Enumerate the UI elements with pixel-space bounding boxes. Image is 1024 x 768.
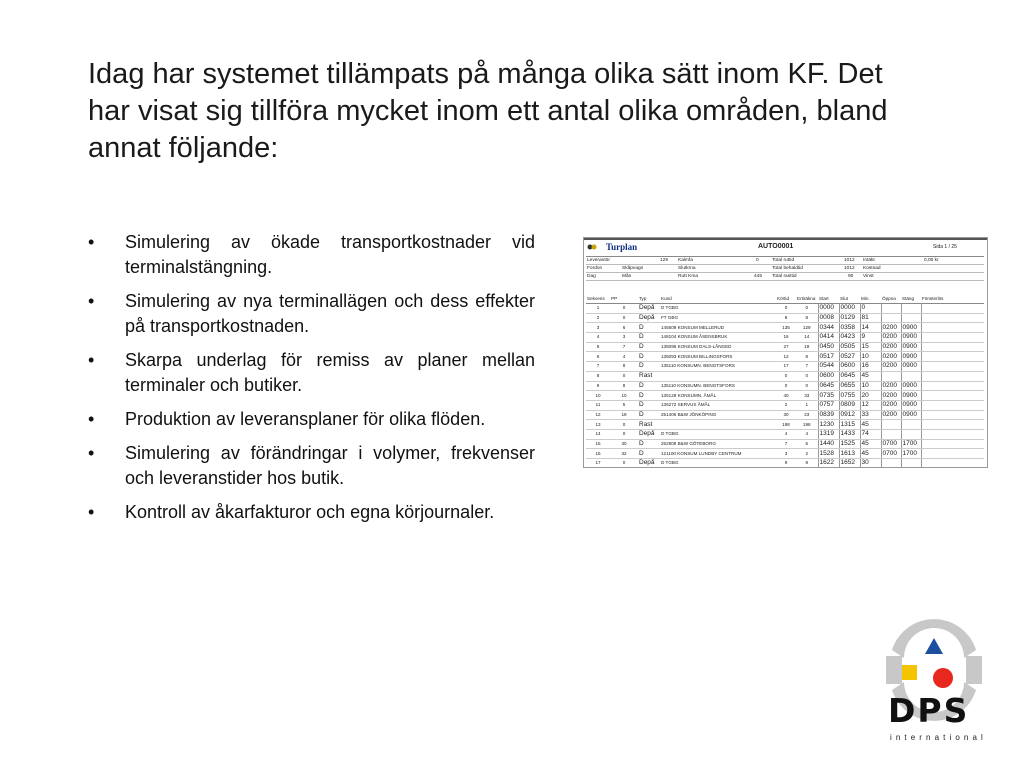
bullet-text: Simulering av nya terminallägen och dess effekter på transportkostnaden. (125, 291, 535, 336)
table-cell: 45 (860, 439, 881, 449)
table-cell: 0900 (901, 400, 921, 410)
table-cell: 12 (776, 352, 796, 362)
table-cell: 0757 (818, 400, 839, 410)
bullet-item (88, 348, 535, 398)
table-cell (901, 371, 921, 381)
table-cell: 5 (796, 439, 818, 449)
table-cell (881, 304, 901, 314)
table-row (586, 410, 984, 420)
table-cell: 15 (586, 439, 610, 449)
table-cell: 0839 (818, 410, 839, 420)
table-cell: 0 (796, 304, 818, 314)
table-cell: D (638, 323, 660, 333)
table-cell: 0809 (839, 400, 860, 410)
table-cell: D (638, 439, 660, 449)
table-cell: 0200 (881, 352, 901, 362)
bullet-item (88, 500, 535, 525)
table-cell: 16 (586, 449, 610, 459)
table-cell: 8 (796, 313, 818, 323)
table-cell: 2 (586, 313, 610, 323)
table-row (586, 391, 984, 401)
table-cell: 17 (586, 459, 610, 469)
table-cell: 1700 (901, 449, 921, 459)
bullet-item (88, 407, 535, 432)
table-cell: 0 (610, 459, 638, 469)
table-cell: 0 (610, 313, 638, 323)
table-cell: Depå (638, 459, 660, 469)
table-cell: 0735 (818, 391, 839, 401)
summary-value: 1012 (844, 258, 855, 263)
table-cell (921, 381, 984, 391)
summary-label: Rutt Kma (678, 274, 698, 279)
summary-label: Kalmfa (678, 258, 693, 263)
table-cell (660, 371, 776, 381)
table-cell: 135110 KONSUMN. BENGTSFORS (660, 362, 776, 372)
bullet-item (88, 289, 535, 339)
summary-label: Total rasttid (772, 274, 797, 279)
table-cell: 4 (586, 333, 610, 343)
table-cell: 7 (586, 362, 610, 372)
table-cell: 198 (776, 420, 796, 430)
table-row (586, 362, 984, 372)
table-cell: 17 (776, 362, 796, 372)
table-cell (881, 459, 901, 469)
table-cell: 33 (796, 391, 818, 401)
summary-label: Kostnad (863, 266, 881, 271)
table-cell (901, 313, 921, 323)
table-cell: 45 (860, 449, 881, 459)
table-cell: 0 (776, 304, 796, 314)
table-cell: 0450 (818, 342, 839, 352)
table-cell: 0527 (839, 352, 860, 362)
table-cell: Depå (638, 429, 660, 439)
table-cell: 12 (860, 400, 881, 410)
table-cell (921, 449, 984, 459)
table-cell: 0200 (881, 342, 901, 352)
table-cell: 3 (776, 449, 796, 459)
column-header: Fönsterlös (921, 293, 984, 304)
table-cell (901, 459, 921, 469)
summary-value: 445 (754, 274, 763, 279)
table-cell: 2 (796, 449, 818, 459)
table-cell: 0000 (818, 304, 839, 314)
bullet-item (88, 230, 535, 280)
summary-value: 0 (756, 258, 759, 263)
table-cell: Rast (638, 371, 660, 381)
table-cell: D (638, 362, 660, 372)
table-cell: 9 (860, 333, 881, 343)
table-cell: 8 (796, 459, 818, 469)
table-cell: 74 (860, 429, 881, 439)
table-cell: 0900 (901, 352, 921, 362)
table-cell: 0 (610, 304, 638, 314)
table-cell: D (638, 342, 660, 352)
summary-row (586, 273, 984, 281)
table-cell: 1230 (818, 420, 839, 430)
table-cell: 9 (776, 459, 796, 469)
report-id: AUTO0001 (758, 243, 794, 250)
table-cell: 20 (860, 391, 881, 401)
bullet-text: Produktion av leveransplaner för olika flöden. (125, 409, 486, 429)
table-cell (921, 400, 984, 410)
column-header: Körtid (776, 293, 796, 304)
summary-label: Leverantör (587, 258, 610, 263)
table-cell (921, 352, 984, 362)
bullet-text: Kontroll av åkarfakturor och egna körjournaler. (125, 502, 495, 522)
table-cell: 33 (860, 410, 881, 420)
table-row (586, 352, 984, 362)
table-cell: 8 (776, 313, 796, 323)
table-cell: 145609 KONSUM MELLERUD (660, 323, 776, 333)
table-cell: 0900 (901, 381, 921, 391)
table-cell: 0200 (881, 391, 901, 401)
table-cell: 5 (586, 342, 610, 352)
table-cell (921, 391, 984, 401)
table-cell: 1433 (839, 429, 860, 439)
table-cell: 129 (796, 323, 818, 333)
column-header: Kund (660, 293, 776, 304)
summary-row (586, 257, 984, 265)
table-cell (921, 420, 984, 430)
bullet-item (88, 441, 535, 491)
table-cell: 0655 (839, 381, 860, 391)
table-cell: Depå (638, 304, 660, 314)
table-cell: 14 (796, 333, 818, 343)
bullet-icon: • (88, 409, 95, 429)
table-cell: 81 (860, 313, 881, 323)
summary-label: Total behaldtid (772, 266, 803, 271)
table-cell (881, 420, 901, 430)
column-header: Min. (860, 293, 881, 304)
summary-value: 0,00 kr (924, 258, 939, 263)
table-cell: 30 (776, 410, 796, 420)
table-cell: 13 (586, 420, 610, 430)
table-cell: 11 (586, 400, 610, 410)
table-cell: 8 (610, 381, 638, 391)
table-cell: 0414 (818, 333, 839, 343)
table-cell: 0200 (881, 410, 901, 420)
table-cell: 4 (776, 429, 796, 439)
dps-logo-text: DPS (888, 691, 970, 730)
column-header: Slut (839, 293, 860, 304)
table-cell: 27 (776, 342, 796, 352)
table-cell (881, 429, 901, 439)
table-row (586, 342, 984, 352)
table-cell: 135 (776, 323, 796, 333)
bullet-text: Skarpa underlag för remiss av planer mellan terminaler och butiker. (125, 350, 535, 395)
table-cell: 40 (776, 391, 796, 401)
triangle-icon (925, 638, 943, 654)
bullet-icon: • (88, 350, 95, 370)
table-cell: 0200 (881, 333, 901, 343)
table-cell: 7 (776, 439, 796, 449)
column-header: Öppna (881, 293, 901, 304)
report-top-rule (584, 238, 987, 240)
table-cell: D (638, 400, 660, 410)
square-icon (902, 665, 917, 680)
table-cell: 135110 KONSUMN. BENGTSFORS (660, 381, 776, 391)
table-cell: 2 (776, 400, 796, 410)
table-cell: 0600 (839, 362, 860, 372)
table-cell: 14 (860, 323, 881, 333)
table-cell: D TGBG (660, 429, 776, 439)
table-cell: D TGBG (660, 304, 776, 314)
table-cell: 45 (860, 371, 881, 381)
table-cell: 0358 (839, 323, 860, 333)
table-cell (921, 342, 984, 352)
table-cell: 14 (586, 429, 610, 439)
table-cell: 6 (610, 323, 638, 333)
table-cell (921, 304, 984, 314)
table-cell: 0200 (881, 323, 901, 333)
table-cell: 135272 SERVUS ÅMÅL (660, 400, 776, 410)
table-row (586, 439, 984, 449)
report-title: Turplan (606, 242, 638, 252)
table-cell: FT GBG (660, 313, 776, 323)
bullet-text: Simulering av ökade transportkostnader vid terminalstängning. (125, 232, 535, 277)
table-cell: 1319 (818, 429, 839, 439)
table-cell: 198 (796, 420, 818, 430)
table-cell (901, 420, 921, 430)
table-cell: D (638, 410, 660, 420)
table-cell: 4 (610, 352, 638, 362)
table-cell: 121100 KONSUM LUNDBY CENTRUM (660, 449, 776, 459)
table-cell: 0 (610, 420, 638, 430)
table-cell: 1525 (839, 439, 860, 449)
table-cell: D (638, 391, 660, 401)
table-cell: 8 (796, 352, 818, 362)
table-cell: 1652 (839, 459, 860, 469)
table-row (586, 420, 984, 430)
table-cell: 0200 (881, 381, 901, 391)
summary-label: Vinst (863, 274, 874, 279)
table-cell: 8 (586, 371, 610, 381)
table-cell (921, 313, 984, 323)
table-cell (921, 333, 984, 343)
bullet-text: Simulering av förändringar i volymer, frekvenser och leveranstider hos butik. (125, 443, 535, 488)
table-cell (881, 371, 901, 381)
dps-logo-subtitle: international (890, 733, 987, 742)
table-cell: 16 (776, 333, 796, 343)
table-row (586, 313, 984, 323)
table-cell: 4 (796, 429, 818, 439)
summary-value: Skåpvagn (622, 266, 644, 271)
table-body (586, 304, 984, 469)
column-header: Sekvens (586, 293, 610, 304)
table-cell: 0 (860, 304, 881, 314)
table-row (586, 429, 984, 439)
table-cell: Rast (638, 420, 660, 430)
circle-icon (933, 668, 953, 688)
table-cell: 0755 (839, 391, 860, 401)
table-cell (901, 429, 921, 439)
table-cell: 0645 (839, 371, 860, 381)
summary-value: 90 (848, 274, 854, 279)
table-cell: 0900 (901, 391, 921, 401)
summary-row (586, 265, 984, 273)
table-cell: 30 (610, 439, 638, 449)
table-cell: 0900 (901, 410, 921, 420)
table-cell (660, 420, 776, 430)
table-cell: 0 (796, 381, 818, 391)
table-cell: 7 (610, 342, 638, 352)
table-cell: D (638, 449, 660, 459)
table-cell: 10 (610, 391, 638, 401)
table-cell (921, 459, 984, 469)
table-cell: 0000 (839, 304, 860, 314)
table-cell: 1315 (839, 420, 860, 430)
table-cell: 0008 (818, 313, 839, 323)
table-cell (901, 304, 921, 314)
table-cell (921, 362, 984, 372)
table-cell: 135095 KONSUM DALS-LÅNGED (660, 342, 776, 352)
table-cell: 0645 (818, 381, 839, 391)
route-stops-table (586, 293, 984, 468)
summary-label: Intäkt (863, 258, 875, 263)
summary-label: Fordon (587, 266, 603, 271)
bullet-icon: • (88, 232, 95, 252)
table-cell: 0344 (818, 323, 839, 333)
table-header-row (586, 293, 984, 304)
table-cell: 135093 KONSUM BILLINGSFORS (660, 352, 776, 362)
column-header: PP (610, 293, 638, 304)
table-row (586, 371, 984, 381)
table-cell: 0423 (839, 333, 860, 343)
table-cell: 0700 (881, 449, 901, 459)
table-cell: 135128 KONSUMN. ÅMÅL (660, 391, 776, 401)
table-cell: 1528 (818, 449, 839, 459)
table-cell: 148104 KONSUM ÅSENSBRUK (660, 333, 776, 343)
summary-label: Slutkrna (678, 266, 696, 271)
table-cell: 10 (586, 391, 610, 401)
table-cell: 6 (586, 352, 610, 362)
table-cell: 9 (586, 381, 610, 391)
column-header: Ertiräkna (796, 293, 818, 304)
table-cell: 10 (860, 381, 881, 391)
table-cell: 0 (610, 429, 638, 439)
report-summary (586, 256, 984, 281)
route-plan-report (583, 237, 988, 468)
table-row (586, 304, 984, 314)
column-header: Typ (638, 293, 660, 304)
table-cell: 18 (610, 410, 638, 420)
table-row (586, 449, 984, 459)
report-page-number: Sida 1 / 25 (933, 244, 957, 250)
table-cell (921, 323, 984, 333)
summary-label: Dag (587, 274, 596, 279)
table-cell: 30 (860, 459, 881, 469)
table-cell: 1 (586, 304, 610, 314)
table-cell: 1613 (839, 449, 860, 459)
table-cell: 0544 (818, 362, 839, 372)
table-cell: 3 (610, 333, 638, 343)
table-cell: 0517 (818, 352, 839, 362)
table-cell (921, 371, 984, 381)
table-cell: 0600 (818, 371, 839, 381)
table-cell: 0900 (901, 323, 921, 333)
bullet-icon: • (88, 502, 95, 522)
table-row (586, 333, 984, 343)
table-row (586, 381, 984, 391)
table-cell: 0 (776, 371, 796, 381)
summary-value: 1012 (844, 266, 855, 271)
table-cell: D TGBG (660, 459, 776, 469)
table-cell: 7 (796, 362, 818, 372)
report-logo-icon (587, 243, 597, 251)
slide-title: Idag har systemet tillämpats på många olika sätt inom KF. Det har visat sig tillföra mycket inom ett antal olika områden, bland annat följande: (88, 58, 888, 164)
table-cell: 32 (610, 449, 638, 459)
table-cell: 1622 (818, 459, 839, 469)
table-cell: 0 (610, 371, 638, 381)
bullet-icon: • (88, 291, 95, 311)
table-cell: 10 (860, 352, 881, 362)
table-cell: Depå (638, 313, 660, 323)
bullet-icon: • (88, 443, 95, 463)
table-cell: 15 (860, 342, 881, 352)
table-cell: 23 (796, 410, 818, 420)
table-cell (921, 439, 984, 449)
table-cell: 0 (776, 381, 796, 391)
table-cell: 8 (610, 362, 638, 372)
table-cell: 0900 (901, 362, 921, 372)
table-cell: 251406 B&W JÖNKÖPING (660, 410, 776, 420)
table-cell: 0900 (901, 342, 921, 352)
table-cell: 1 (796, 400, 818, 410)
summary-label: Total ruttid (772, 258, 795, 263)
table-row (586, 323, 984, 333)
table-cell: 16 (860, 362, 881, 372)
table-cell: D (638, 333, 660, 343)
summary-value: 129 (660, 258, 669, 263)
table-cell: 1700 (901, 439, 921, 449)
table-cell: D (638, 352, 660, 362)
table-cell: 0129 (839, 313, 860, 323)
table-cell: 0912 (839, 410, 860, 420)
table-cell: 0505 (839, 342, 860, 352)
table-cell (921, 410, 984, 420)
summary-value: Mån (622, 274, 632, 279)
column-header: Stäng (901, 293, 921, 304)
table-cell: 0200 (881, 362, 901, 372)
table-cell: 5 (610, 400, 638, 410)
table-cell (881, 313, 901, 323)
table-row (586, 400, 984, 410)
table-cell: 0700 (881, 439, 901, 449)
table-cell: 0 (796, 371, 818, 381)
column-header: Start (818, 293, 839, 304)
table-cell: 0900 (901, 333, 921, 343)
table-cell: 19 (796, 342, 818, 352)
table-cell: 12 (586, 410, 610, 420)
table-cell: 3 (586, 323, 610, 333)
table-cell: D (638, 381, 660, 391)
table-row (586, 459, 984, 469)
table-cell: 1440 (818, 439, 839, 449)
table-cell: 45 (860, 420, 881, 430)
table-cell: 252808 B&W GÖTEBORG (660, 439, 776, 449)
table-cell: 0200 (881, 400, 901, 410)
bullet-list (88, 230, 535, 534)
table-cell (921, 429, 984, 439)
